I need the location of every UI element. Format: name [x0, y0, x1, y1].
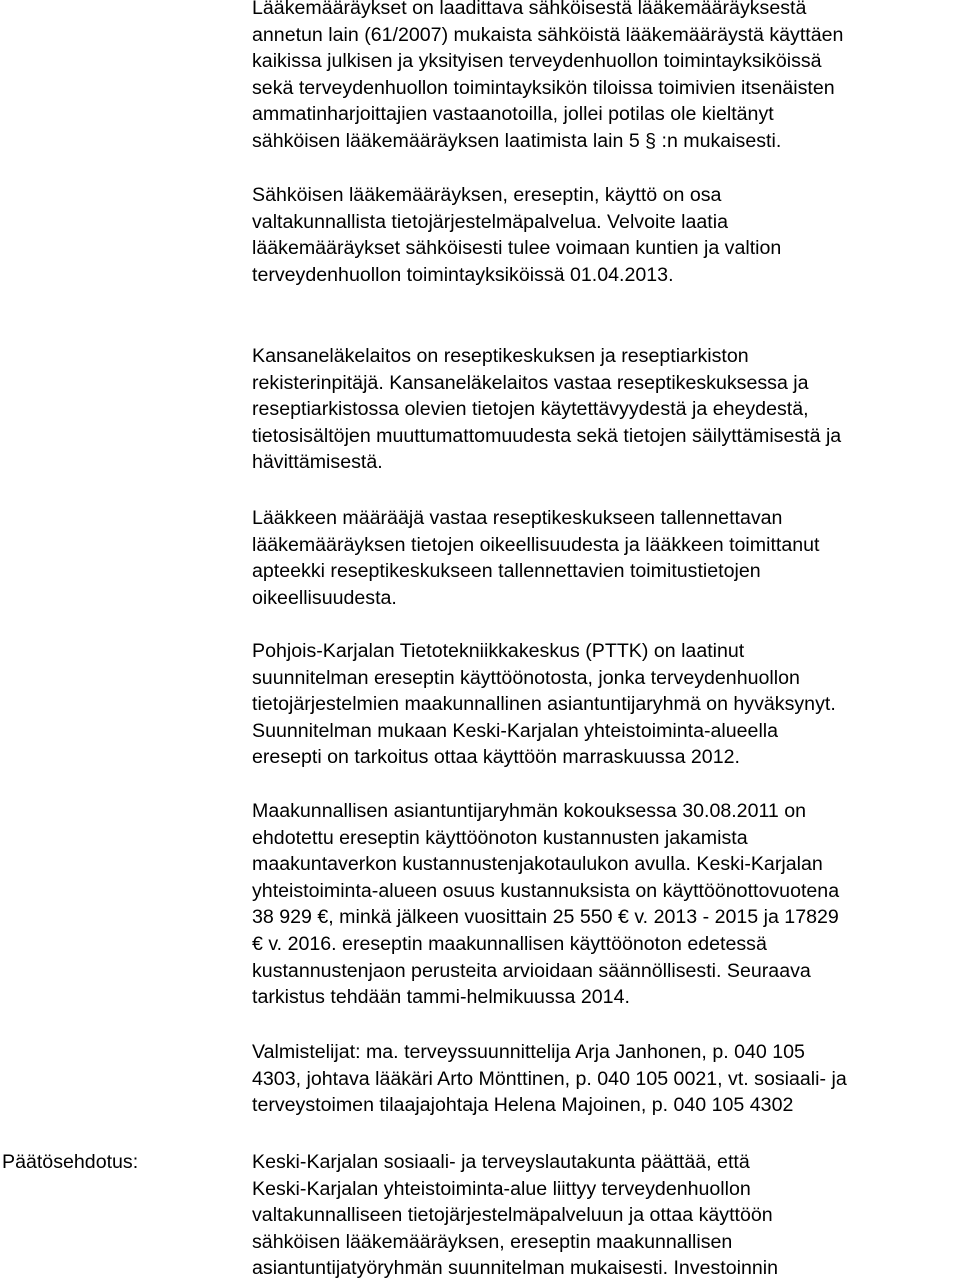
text-line: sähköisen lääkemääräyksen, ereseptin maakunnallisen — [252, 1230, 733, 1253]
text-line: tarkistus tehdään tammi-helmikuussa 2014. — [252, 986, 630, 1009]
text-line: € v. 2016. ereseptin maakunnallisen käyttöönoton edetessä — [252, 932, 767, 955]
paragraph-kela-registry — [252, 343, 841, 476]
text-line: Keski-Karjalan sosiaali- ja terveyslautakunta päättää, että — [252, 1151, 750, 1173]
text-line: maakuntaverkon kustannustenjakotaulukon avulla. Keski-Karjalan — [252, 853, 823, 876]
text-line: reseptiarkistossa olevien tietojen käytettävyydestä ja eheydestä, — [252, 398, 809, 421]
text-line: 4303, johtava lääkäri Arto Mönttinen, p. 040 105 0021, vt. sosiaali- ja — [252, 1067, 847, 1090]
text-line: terveydenhuollon toimintayksiköissä 01.04.2013. — [252, 263, 674, 286]
text-line: sekä terveydenhuollon toimintayksikön tiloissa toimivien itsenäisten — [252, 76, 835, 99]
text-line: valtakunnalliseen tietojärjestelmäpalveluun ja ottaa käyttöön — [252, 1204, 773, 1227]
text-line: sähköisen lääkemääräyksen laatimista lain 5 § :n mukaisesti. — [252, 129, 782, 152]
text-line: asiantuntijatyöryhmän suunnitelman mukaisesti. Investoinnin — [252, 1257, 779, 1280]
text-line: 38 929 €, minkä jälkeen vuosittain 25 550 € v. 2013 - 2015 ja 17829 — [252, 906, 839, 929]
text-line: lääkemääräyksen tietojen oikeellisuudesta ja lääkkeen toimittanut — [252, 533, 820, 556]
text-line: Kansaneläkelaitos on reseptikeskuksen ja reseptiarkiston — [252, 345, 749, 367]
text-line: yhteistoiminta-alueen osuus kustannuksista on käyttöönottovuotena — [252, 879, 840, 902]
text-line: suunnitelman ereseptin käyttöönotosta, jonka terveydenhuollon — [252, 666, 800, 689]
text-line: Valmistelijat: ma. terveyssuunnittelija Arja Janhonen, p. 040 105 — [252, 1041, 805, 1063]
text-line: Sähköisen lääkemääräyksen, ereseptin, käyttö on osa — [252, 184, 722, 206]
text-line: annetun lain (61/2007) mukaista sähköistä lääkemääräystä käyttäen — [252, 23, 844, 46]
text-line: ammatinharjoittajien vastaanotoilla, jollei potilas ole kieltänyt — [252, 103, 774, 126]
paragraph-pttk-plan — [252, 638, 836, 771]
text-line: Suunnitelman mukaan Keski-Karjalan yhteistoiminta-alueella — [252, 719, 779, 742]
paragraph-preparers — [252, 1039, 847, 1119]
text-line: terveystoimen tilaajajohtaja Helena Majoinen, p. 040 105 4302 — [252, 1094, 794, 1117]
paragraph-decision-proposal — [252, 1149, 778, 1282]
text-line: apteekki reseptikeskukseen tallennettavien toimitustietojen — [252, 560, 761, 583]
text-line: Keski-Karjalan yhteistoiminta-alue liittyy terveydenhuollon — [252, 1177, 751, 1200]
paragraph-cost-sharing — [252, 798, 839, 1011]
text-line: kustannustenjaon perusteita arvioidaan säännöllisesti. Seuraava — [252, 959, 811, 982]
text-line: rekisterinpitäjä. Kansaneläkelaitos vastaa reseptikeskuksessa ja — [252, 371, 809, 394]
text-line: hävittämisestä. — [252, 451, 383, 474]
paragraph-prescriber-responsibility — [252, 505, 819, 611]
text-line: eresepti on tarkoitus ottaa käyttöön marraskuussa 2012. — [252, 746, 740, 769]
text-line: oikeellisuudesta. — [252, 586, 397, 609]
text-line: Lääkemääräykset on laadittava sähköisestä lääkemääräyksestä — [252, 0, 807, 19]
text-line: ehdotettu ereseptin käyttöönoton kustannusten jakamista — [252, 826, 748, 849]
text-line: Maakunnallisen asiantuntijaryhmän kokouksessa 30.08.2011 on — [252, 800, 807, 822]
text-line: valtakunnallista tietojärjestelmäpalvelua. Velvoite laatia — [252, 210, 728, 233]
decision-proposal-label: Päätösehdotus: — [2, 1151, 139, 1173]
text-line: tietojärjestelmien maakunnallinen asiantuntijaryhmä on hyväksynyt. — [252, 693, 836, 716]
paragraph-prescription-requirement — [252, 0, 843, 155]
paragraph-eprescription-service — [252, 182, 781, 288]
text-line: kaikissa julkisen ja yksityisen terveydenhuollon toimintayksiköissä — [252, 50, 822, 73]
text-line: Pohjois-Karjalan Tietotekniikkakeskus (PTTK) on laatinut — [252, 640, 745, 662]
text-line: lääkemääräykset sähköisesti tulee voimaan kuntien ja valtion — [252, 237, 782, 260]
text-line: Lääkkeen määrääjä vastaa reseptikeskukseen tallennettavan — [252, 507, 783, 529]
text-line: tietosisältöjen muuttumattomuudesta sekä tietojen säilyttämisestä ja — [252, 424, 842, 447]
